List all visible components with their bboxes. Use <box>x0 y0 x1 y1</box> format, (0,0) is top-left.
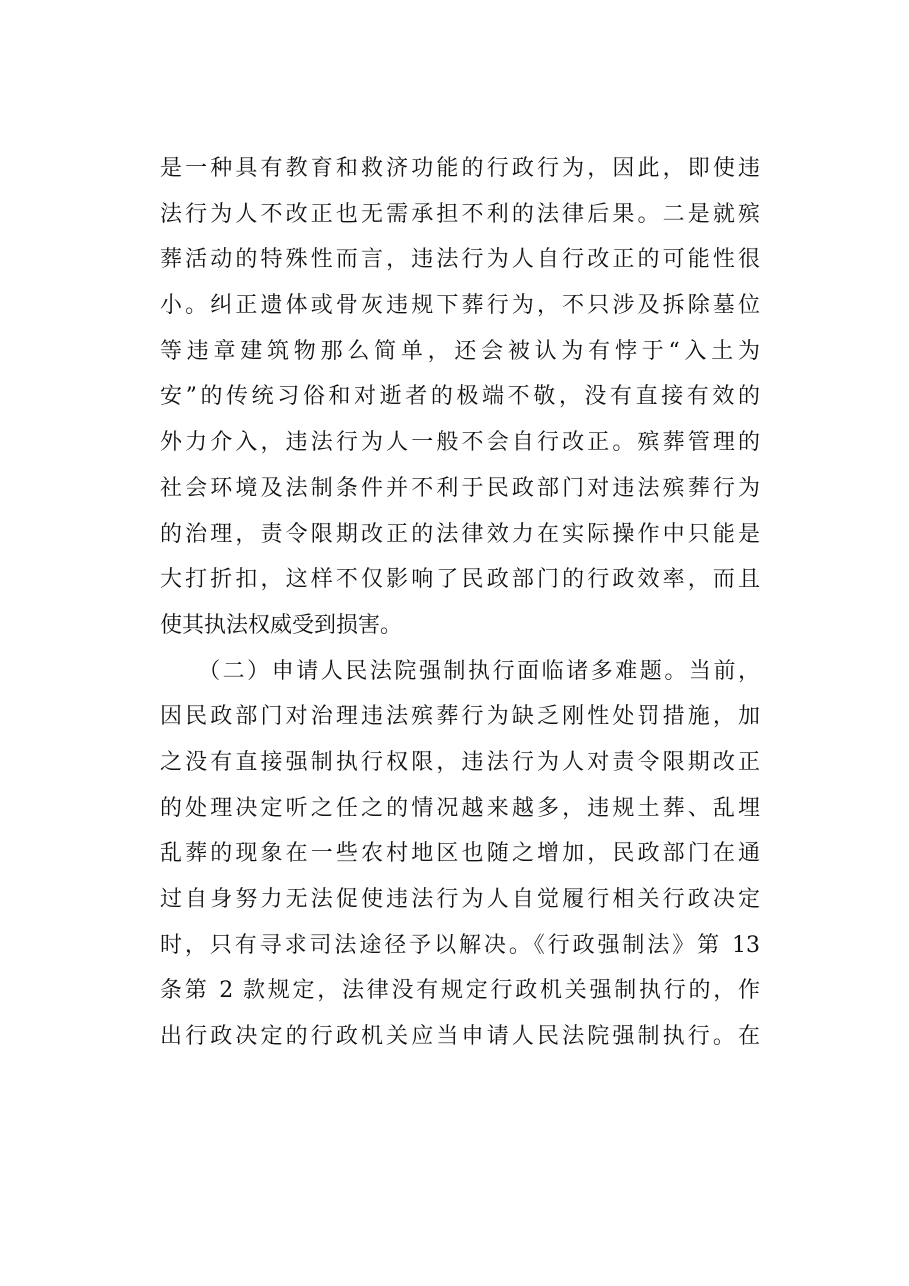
text-line: 出行政决定的行政机关应当申请人民法院强制执行。在 <box>160 1024 760 1050</box>
text-line: 葬活动的特殊性而言，违法行为人自行改正的可能性很 <box>160 247 760 273</box>
text-line: 法行为人不改正也无需承担不利的法律后果。二是就殡 <box>160 201 760 227</box>
text-line: 外力介入，违法行为人一般不会自行改正。殡葬管理的 <box>160 430 760 456</box>
text-line: 因民政部门对治理违法殡葬行为缺乏刚性处罚措施，加 <box>160 704 760 730</box>
text-line: 之没有直接强制执行权限，违法行为人对责令限期改正 <box>160 749 760 775</box>
text-line: 乱葬的现象在一些农村地区也随之增加，民政部门在通 <box>160 841 760 867</box>
text-line: 过自身努力无法促使违法行为人自觉履行相关行政决定 <box>160 887 760 912</box>
text-line: 使其执法权威受到损害。 <box>160 612 403 638</box>
text-line: 条第 2 款规定，法律没有规定行政机关强制执行的，作 <box>160 978 760 1004</box>
body-text <box>160 146 760 1060</box>
text-line: 社会环境及法制条件并不利于民政部门对违法殡葬行为 <box>160 475 760 501</box>
text-line: 的治理，责令限期改正的法律效力在实际操作中只能是 <box>160 521 760 547</box>
text-line: 时，只有寻求司法途径予以解决。《行政强制法》第 13 <box>160 932 760 958</box>
text-line: 大打折扣，这样不仅影响了民政部门的行政效率，而且 <box>160 567 760 593</box>
text-line: （二）申请人民法院强制执行面临诸多难题。当前， <box>160 658 760 684</box>
text-line: 是一种具有教育和救济功能的行政行为，因此，即使违 <box>160 156 760 181</box>
text-line: 安”的传统习俗和对逝者的极端不敬，没有直接有效的 <box>160 384 760 410</box>
text-line: 的处理决定听之任之的情况越来越多，违规土葬、乱埋 <box>160 795 760 821</box>
text-line: 等违章建筑物那么简单，还会被认为有悖于“入土为 <box>160 338 760 364</box>
text-line: 小。纠正遗体或骨灰违规下葬行为，不只涉及拆除墓位 <box>160 293 760 319</box>
